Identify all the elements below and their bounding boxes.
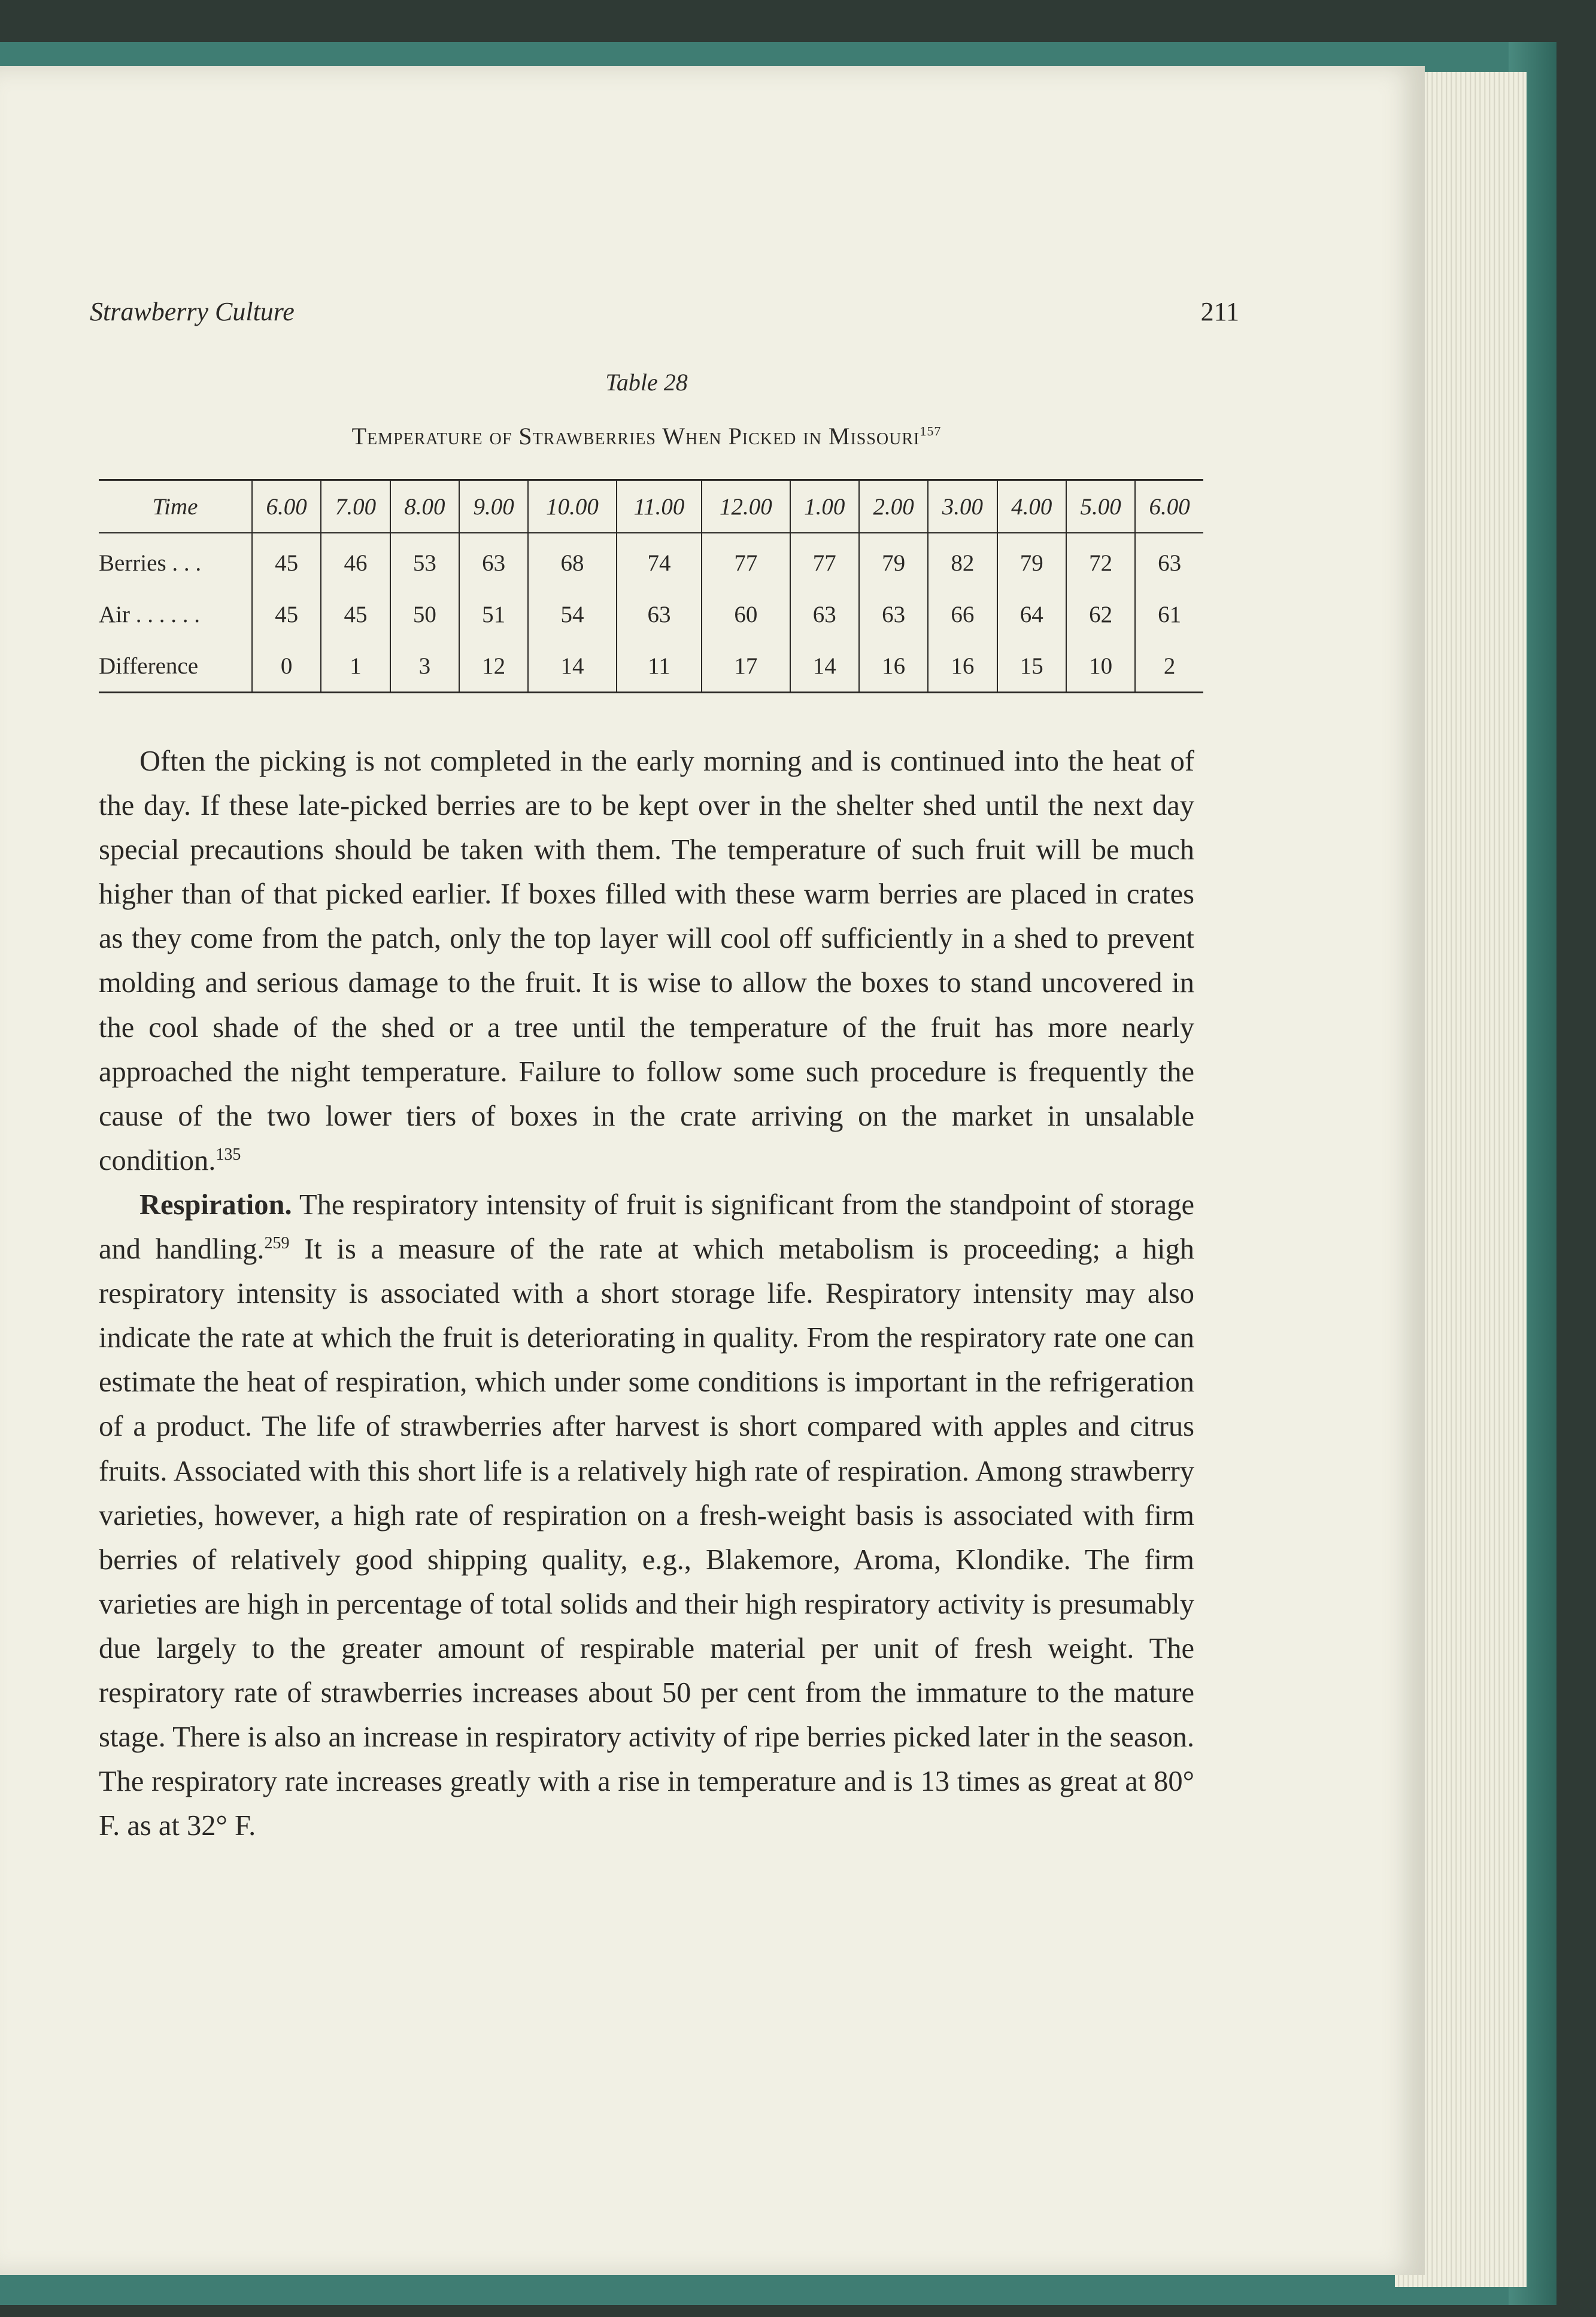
table-cell: 16 bbox=[928, 640, 997, 693]
temperature-table bbox=[99, 479, 1203, 693]
table-cell: 14 bbox=[790, 640, 859, 693]
table-cell: 46 bbox=[321, 533, 390, 589]
table-cell: 12 bbox=[459, 640, 528, 693]
table-caption-text: Temperature of Strawberries When Picked in Missouri bbox=[351, 423, 920, 450]
table-cell: 66 bbox=[928, 589, 997, 640]
table-cell: 17 bbox=[702, 640, 790, 693]
table-row bbox=[99, 533, 1203, 589]
column-header: 6.00 bbox=[1135, 480, 1203, 533]
table-cell: 16 bbox=[859, 640, 928, 693]
column-header: Time bbox=[99, 480, 252, 533]
column-header: 3.00 bbox=[928, 480, 997, 533]
table-header-row bbox=[99, 480, 1203, 533]
table-cell: 63 bbox=[1135, 533, 1203, 589]
table-cell: 62 bbox=[1066, 589, 1135, 640]
table-cell: 63 bbox=[459, 533, 528, 589]
row-label: Air . . . . . . bbox=[99, 601, 200, 627]
paragraph-text: Often the picking is not completed in the early morning and is continued into the heat of the day. If these late-picked berries are to be kept over in the shelter shed until the next day special precautions should be taken with them. The temperature of such fruit will be much higher than of that picked earlier. If boxes filled with these warm berries are placed in crates as they come from the patch, only the top layer will cool off sufficiently in a shed to prevent molding and serious damage to the fruit. It is wise to allow the boxes to stand uncovered in the cool shade of the shed or a tree until the temperature of the fruit has more nearly approached the night temperature. Failure to follow some such procedure is frequently the cause of the two lower tiers of boxes in the crate arriving on the market in unsalable condition. bbox=[99, 745, 1194, 1176]
table-cell: 79 bbox=[997, 533, 1066, 589]
table-cell: 50 bbox=[390, 589, 459, 640]
paragraph-text: It is a measure of the rate at which metabolism is proceeding; a high respiratory intensity is associated with a short storage life. Respiratory intensity may also indicate the rate at which the fruit is deteriorating in quality. From the respiratory rate one can estimate the heat of respiration, which under some conditions is important in the refrigeration of a product. The life of strawberries after harvest is short compared with apples and citrus fruits. Associated with this short life is a relatively high rate of respiration. Among strawberry varieties, however, a high rate of respiration on a fresh-weight basis is associated with firm berries of relatively good shipping quality, e.g., Blakemore, Aroma, Klondike. The firm varieties are high in percentage of total solids and their high respiratory activity is presumably due largely to the greater amount of respirable material per unit of fresh weight. The respiratory rate of strawberries increases about 50 per cent from the immature to the mature stage. There is also an increase in respiratory activity of ripe berries picked later in the season. The respiratory rate increases greatly with a rise in temperature and is 13 times as great at 80° F. as at 32° F. bbox=[99, 1233, 1194, 1842]
table-cell: 61 bbox=[1135, 589, 1203, 640]
running-title: Strawberry Culture bbox=[90, 297, 295, 326]
paragraph-text: The respiratory intensity of fruit is significant from the standpoint of storage and handling. bbox=[99, 1188, 1194, 1266]
table-cell: 14 bbox=[528, 640, 616, 693]
table-cell: 77 bbox=[702, 533, 790, 589]
table-caption bbox=[0, 422, 1293, 450]
table-cell: 63 bbox=[790, 589, 859, 640]
table-cell: 1 bbox=[321, 640, 390, 693]
column-header: 4.00 bbox=[997, 480, 1066, 533]
table-cell: 72 bbox=[1066, 533, 1135, 589]
column-header: 6.00 bbox=[252, 480, 321, 533]
column-header: 12.00 bbox=[702, 480, 790, 533]
column-header: 9.00 bbox=[459, 480, 528, 533]
table-cell: 45 bbox=[252, 589, 321, 640]
table-cell: 45 bbox=[321, 589, 390, 640]
table-cell: 11 bbox=[617, 640, 702, 693]
column-header: 8.00 bbox=[390, 480, 459, 533]
table-cell: 3 bbox=[390, 640, 459, 693]
column-header: 5.00 bbox=[1066, 480, 1135, 533]
table-cell: 82 bbox=[928, 533, 997, 589]
table-cell: 74 bbox=[617, 533, 702, 589]
paragraph bbox=[99, 1183, 1194, 1848]
section-heading: Respiration. bbox=[139, 1188, 292, 1221]
column-header: 2.00 bbox=[859, 480, 928, 533]
table-label: Table 28 bbox=[605, 369, 688, 396]
table-cell: 10 bbox=[1066, 640, 1135, 693]
column-header: 1.00 bbox=[790, 480, 859, 533]
table-cell: 63 bbox=[859, 589, 928, 640]
table-cell: 60 bbox=[702, 589, 790, 640]
body-text bbox=[99, 739, 1194, 1848]
table-cell: 0 bbox=[252, 640, 321, 693]
table-row bbox=[99, 589, 1203, 640]
book-page bbox=[0, 66, 1425, 2275]
table-cell: 54 bbox=[528, 589, 616, 640]
column-header: 10.00 bbox=[528, 480, 616, 533]
page-number: 211 bbox=[1200, 297, 1239, 326]
table-caption-ref: 157 bbox=[920, 423, 942, 439]
table-cell: 68 bbox=[528, 533, 616, 589]
table-cell: 77 bbox=[790, 533, 859, 589]
table-cell: 53 bbox=[390, 533, 459, 589]
column-header: 7.00 bbox=[321, 480, 390, 533]
table-cell: 45 bbox=[252, 533, 321, 589]
row-label: Difference bbox=[99, 653, 198, 679]
table-cell: 15 bbox=[997, 640, 1066, 693]
table-cell: 63 bbox=[617, 589, 702, 640]
table-cell: 51 bbox=[459, 589, 528, 640]
row-label: Berries . . . bbox=[99, 550, 202, 576]
table-row bbox=[99, 640, 1203, 693]
column-header: 11.00 bbox=[617, 480, 702, 533]
footnote-ref: 135 bbox=[216, 1145, 241, 1164]
table-cell: 64 bbox=[997, 589, 1066, 640]
table-cell: 79 bbox=[859, 533, 928, 589]
paragraph bbox=[99, 739, 1194, 1183]
footnote-ref: 259 bbox=[264, 1233, 290, 1252]
table-cell: 2 bbox=[1135, 640, 1203, 693]
